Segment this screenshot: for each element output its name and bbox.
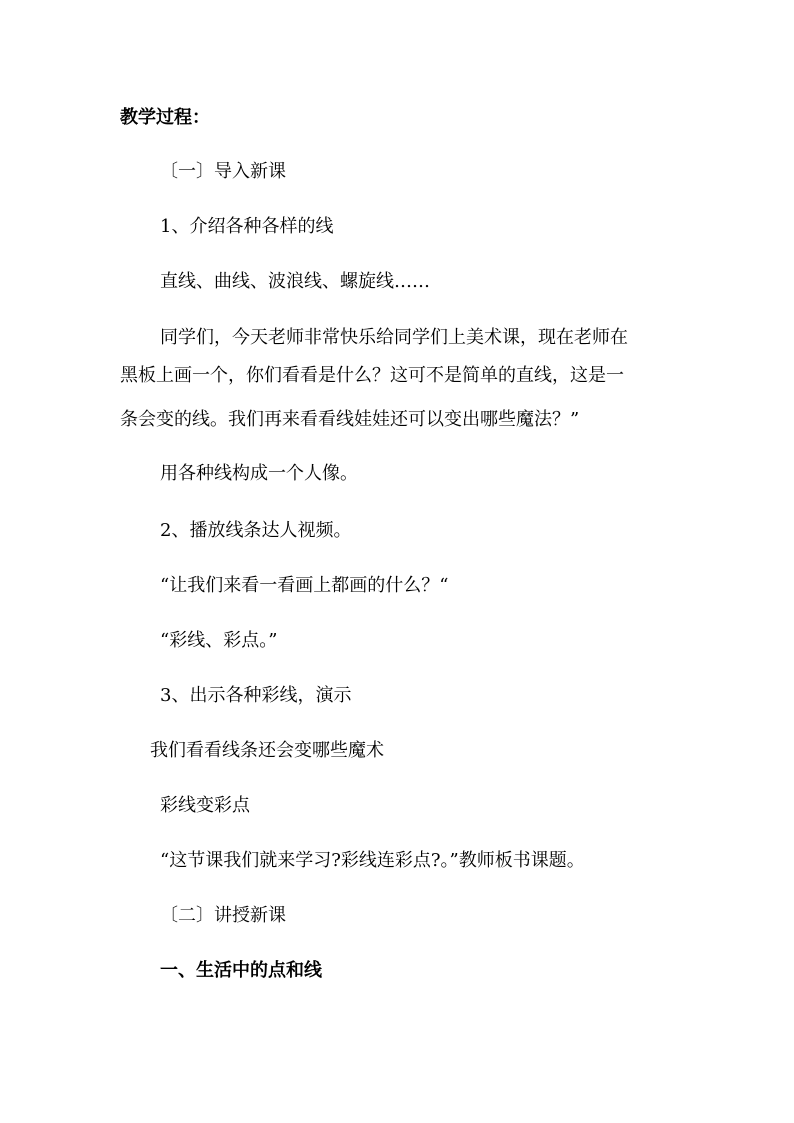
- process-heading: 教学过程：: [120, 107, 210, 128]
- change-line: 彩线变彩点: [160, 795, 250, 816]
- step2-title: 2、播放线条达人视频。: [160, 520, 352, 541]
- magic-line: 我们看看线条还会变哪些魔术: [150, 740, 384, 761]
- lesson-title-line: “这节课我们就来学习?彩线连彩点?。”教师板书课题。: [160, 850, 585, 871]
- step1-line-types: 直线、曲线、波浪线、螺旋线……: [160, 271, 430, 292]
- paragraph1-line1: 同学们，今天老师非常快乐给同学们上美术课，现在老师在: [160, 327, 628, 348]
- step3-title: 3、出示各种彩线，演示: [160, 685, 352, 706]
- quote-answer: “彩线、彩点。”: [160, 630, 278, 651]
- subsection-one-heading: 一、生活中的点和线: [160, 960, 322, 981]
- portrait-line: 用各种线构成一个人像。: [160, 463, 358, 484]
- paragraph1-line2: 黑板上画一个，你们看看是什么？这可不是简单的直线，这是一: [120, 365, 624, 386]
- section-intro-heading: 〔一〕导入新课: [160, 161, 286, 182]
- paragraph1-line3: 条会变的线。我们再来看看线娃娃还可以变出哪些魔法？”: [120, 409, 580, 430]
- step1-title: 1、介绍各种各样的线: [160, 216, 334, 237]
- section-teach-heading: 〔二〕讲授新课: [160, 905, 286, 926]
- quote-question: “让我们来看一看画上都画的什么？“: [160, 575, 449, 596]
